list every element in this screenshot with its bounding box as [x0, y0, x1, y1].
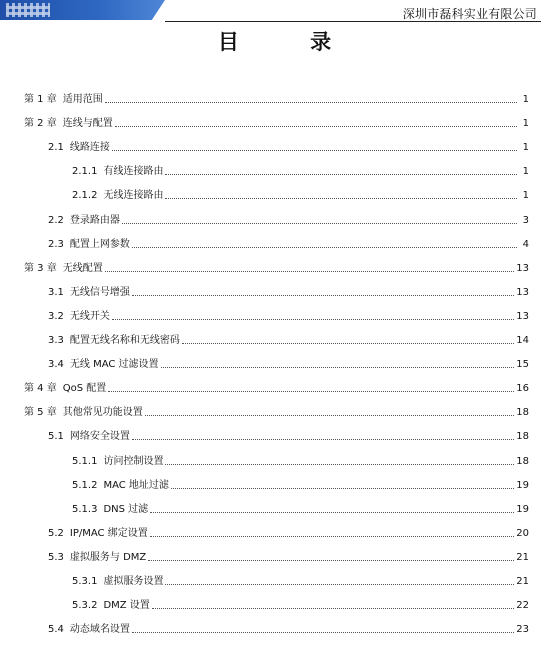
toc-entry-title: 无线开关: [69, 311, 110, 322]
toc-entry-page: 20: [516, 528, 529, 539]
toc-entry-page: 18: [516, 431, 529, 442]
toc-entry-page: 1: [522, 94, 529, 105]
toc-entry-number: 第 2 章: [24, 118, 57, 129]
toc-entry-number: 3.3: [48, 335, 64, 346]
toc-entry-page: 1: [522, 190, 529, 201]
toc-leader-dots: [132, 631, 514, 633]
toc-entry-title: 登录路由器: [69, 215, 120, 226]
toc-entry-number: 5.3.2: [72, 600, 98, 611]
toc-entry-title: 适用范围: [62, 94, 103, 105]
toc-entry[interactable]: [48, 526, 529, 540]
toc-entry[interactable]: [24, 381, 529, 395]
toc-entry[interactable]: [48, 333, 529, 347]
toc-entry-title: MAC 地址过滤: [103, 480, 169, 491]
toc-entry-title: DMZ 设置: [103, 600, 150, 611]
toc-leader-dots: [182, 342, 514, 344]
toc-leader-dots: [112, 149, 517, 151]
toc-entry-number: 第 1 章: [24, 94, 57, 105]
toc-entry-page: 1: [522, 142, 529, 153]
toc-entry[interactable]: [48, 550, 529, 564]
toc-entry-title: 虚拟服务与 DMZ: [69, 552, 147, 563]
toc-leader-dots: [161, 366, 515, 368]
toc-entry[interactable]: [48, 429, 529, 443]
toc-entry-number: 3.1: [48, 287, 64, 298]
toc-entry-number: 2.1.1: [72, 166, 98, 177]
toc-entry-number: 5.1.1: [72, 456, 98, 467]
toc-entry-page: 23: [516, 624, 529, 635]
toc-entry-number: 5.2: [48, 528, 64, 539]
toc-entry-title: 线路连接: [69, 142, 110, 153]
toc-entry-page: 4: [522, 239, 529, 250]
company-name: 深圳市磊科实业有限公司: [402, 7, 537, 21]
toc-leader-dots: [112, 318, 514, 320]
toc-entry-page: 3: [522, 215, 529, 226]
toc-entry[interactable]: [48, 357, 529, 371]
toc-entry-number: 3.2: [48, 311, 64, 322]
toc-entry-number: 5.4: [48, 624, 64, 635]
toc-entry-title: 虚拟服务设置: [103, 576, 164, 587]
toc-entry-title: QoS 配置: [62, 383, 107, 394]
toc-entry-page: 19: [516, 504, 529, 515]
toc-entry-number: 2.1.2: [72, 190, 98, 201]
toc-entry-number: 5.3: [48, 552, 64, 563]
toc-entry-page: 13: [516, 311, 529, 322]
toc-leader-dots: [165, 197, 517, 199]
toc-entry-number: 第 5 章: [24, 407, 57, 418]
toc-leader-dots: [115, 125, 517, 127]
toc-entry[interactable]: [72, 164, 529, 178]
toc-entry-title: 配置无线名称和无线密码: [69, 335, 180, 346]
toc-entry-number: 第 4 章: [24, 383, 57, 394]
toc-entry-title: 连线与配置: [62, 118, 113, 129]
toc-leader-dots: [171, 487, 514, 489]
toc-leader-dots: [148, 559, 514, 561]
toc-entry[interactable]: [24, 405, 529, 419]
toc-entry-number: 2.3: [48, 239, 64, 250]
toc-entry[interactable]: [72, 502, 529, 516]
toc-leader-dots: [165, 583, 514, 585]
toc-entry[interactable]: [72, 574, 529, 588]
toc-entry-page: 19: [516, 480, 529, 491]
toc-entry-page: 21: [516, 552, 529, 563]
toc-leader-dots: [152, 607, 514, 609]
toc-entry-title: IP/MAC 绑定设置: [69, 528, 148, 539]
toc-entry-title: 无线 MAC 过滤设置: [69, 359, 159, 370]
toc-entry-page: 14: [516, 335, 529, 346]
toc-leader-dots: [105, 270, 515, 272]
toc-entry-page: 21: [516, 576, 529, 587]
toc-entry-title: 其他常见功能设置: [62, 407, 143, 418]
toc-entry-title: 无线连接路由: [103, 190, 164, 201]
toc-entry-title: 访问控制设置: [103, 456, 164, 467]
toc-entry-title: 网络安全设置: [69, 431, 130, 442]
toc-entry-number: 第 3 章: [24, 263, 57, 274]
toc-entry-title: 无线配置: [62, 263, 103, 274]
toc-entry[interactable]: [48, 213, 529, 227]
toc-entry-number: 5.1: [48, 431, 64, 442]
toc-leader-dots: [108, 390, 514, 392]
toc-entry[interactable]: [24, 116, 529, 130]
toc-entry[interactable]: [72, 188, 529, 202]
toc-entry-page: 22: [516, 600, 529, 611]
toc-entry-title: 有线连接路由: [103, 166, 164, 177]
toc-entry-number: 5.1.3: [72, 504, 98, 515]
toc-entry[interactable]: [72, 478, 529, 492]
toc-leader-dots: [132, 246, 517, 248]
toc-entry[interactable]: [72, 598, 529, 612]
toc-leader-dots: [132, 294, 514, 296]
toc-entry-title: 动态域名设置: [69, 624, 130, 635]
toc-entry-title: 配置上网参数: [69, 239, 130, 250]
toc-entry-number: 5.1.2: [72, 480, 98, 491]
page-title: 目 录: [217, 29, 364, 54]
toc-entry[interactable]: [48, 309, 529, 323]
toc-leader-dots: [132, 438, 514, 440]
toc-entry-number: 5.3.1: [72, 576, 98, 587]
toc-leader-dots: [150, 511, 514, 513]
toc-entry-page: 16: [516, 383, 529, 394]
toc-entry-page: 13: [516, 287, 529, 298]
toc-leader-dots: [122, 222, 517, 224]
toc-entry-page: 13: [516, 263, 529, 274]
toc-leader-dots: [105, 101, 517, 103]
toc-entry-page: 1: [522, 166, 529, 177]
toc-entry[interactable]: [24, 261, 529, 275]
toc-entry-page: 18: [516, 407, 529, 418]
toc-entry-page: 15: [516, 359, 529, 370]
toc-entry[interactable]: [48, 237, 529, 251]
toc-entry-title: 无线信号增强: [69, 287, 130, 298]
toc-entry-number: 3.4: [48, 359, 64, 370]
toc-entry-number: 2.1: [48, 142, 64, 153]
toc-entry[interactable]: [24, 92, 529, 106]
toc-entry-page: 18: [516, 456, 529, 467]
toc-entry[interactable]: [48, 285, 529, 299]
toc-leader-dots: [165, 173, 517, 175]
toc-leader-dots: [150, 535, 515, 537]
toc-leader-dots: [145, 414, 515, 416]
toc-entry-number: 2.2: [48, 215, 64, 226]
toc-leader-dots: [165, 463, 514, 465]
toc-entry-page: 1: [522, 118, 529, 129]
toc-entry-title: DNS 过滤: [103, 504, 149, 515]
toc-entry[interactable]: [48, 140, 529, 154]
toc-entry[interactable]: [72, 454, 529, 468]
toc-entry[interactable]: [48, 622, 529, 636]
